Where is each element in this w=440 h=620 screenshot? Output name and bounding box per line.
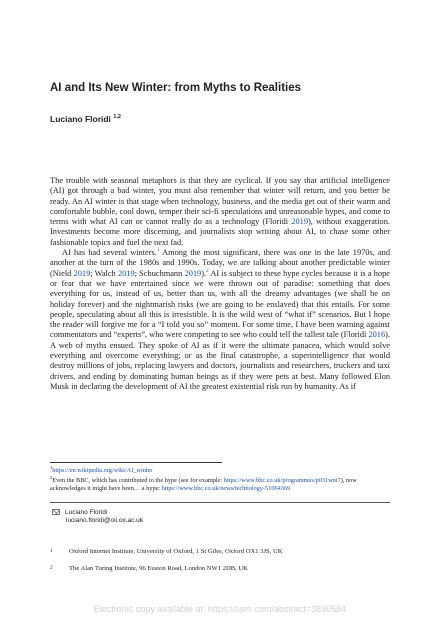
author-affiliation-marks: 1,2	[113, 114, 121, 121]
footnote-ref-2[interactable]: 2	[206, 268, 209, 274]
footnote-link[interactable]: https://www.bbc.co.uk/news/technology-51064369	[161, 485, 291, 493]
contact-name: Luciano Floridi	[65, 509, 108, 516]
affiliation-2: 2 The Alan Turing Institute, 96 Euston Road, London NW1 2DB, UK	[50, 565, 248, 572]
footnotes	[50, 464, 390, 495]
ssrn-watermark: Electronic copy available at: https://ssrn.com/abstract=3830584	[93, 604, 347, 614]
affiliation-1: 1 Oxford Internet Institute, University of Oxford, 1 St Giles, Oxford OX1 3JS, UK	[50, 548, 283, 555]
citation-link[interactable]: 2019	[291, 217, 308, 227]
paragraph-2: AI has had several winters.$^1$ Among the most significant, there was one in the late 1970s, and another at the turn of the 1980s and 1990s. Today, we are talking about another predictable winter (Nield 2019; Walch 2019; Schuchmann 2019).$^2$ AI is subject to these hype cycles because it is a hope or fear that we have entertained since we were thrown out of paradise: something that does everything for us, instead of us, better than us, with all the dreamy advantages (we shall be on holiday forever) and the nightmarish risks (we are going to be enslaved) that this entails. For some people, speculating about all this is irresistible. It is the wild west of “what if” scenarios. But I hope the reader will forgive me for a “I told you so” moment. For some time, I have been warning against commentators and “experts”, who were competing to see who could tell the tallest tale (Floridi 2016). A web of myths ensued. They spoke of AI as if it were the ultimate panacea, which would solve everything and overcome everything; or as the final catastrophe, a superintelligence that would destroy millions of jobs, replacing lawyers and doctors, journalists and researchers, truckers and taxi drivers, and ending by dominating human beings as if they were pets at best. Many followed Elon Musk in declaring the development of AI the greatest existential risk run by humanity. As if	[50, 248, 391, 391]
footnote-divider	[50, 462, 222, 463]
citation-link[interactable]: 2019	[73, 268, 91, 278]
contact-divider	[50, 502, 390, 503]
citation-link[interactable]: 2019	[184, 268, 202, 278]
paragraph-1: The trouble with seasonal metaphors is that they are cyclical. If you say that artificial intelligence (AI) got through a bad winter, you must also remember that winter will return, and you better be ready. An AI winter is that stage when technology, business, and the media get out of their warm and comfortable bubble, cool down, temper their sci-fi speculations and unreasonable hypes, and come to terms with what AI can or cannot really do as a technology (Floridi 2019), without exaggeration. Investments become more discerning, and journalists stop writing about AI, to chase some other fashionable topics and fuel the next fad.	[50, 176, 390, 247]
footnote-link[interactable]: https://en.wikipedia.org/wiki/AI_winter	[52, 467, 153, 474]
paper-title: AI and Its New Winter: from Myths to Realities	[50, 82, 302, 94]
body-text	[50, 176, 390, 392]
author-name: Luciano Floridi	[50, 114, 111, 124]
mail-icon	[52, 509, 60, 515]
contact-email[interactable]: luciano.floridi@oii.ox.ac.uk	[66, 517, 144, 525]
footnote-2: $^2$Even the BBC, which has contributed to the hype (see for example: https://www.bbc.co.uk/programmes/p031wnt7), now acknowledges it might have been… a hype: https://www.bbc.co.uk/news/technology-51064369	[50, 475, 357, 493]
citation-link[interactable]: 2019	[117, 268, 135, 278]
author-line	[50, 114, 121, 124]
contact-block	[52, 509, 143, 526]
footnote-link[interactable]: https://www.bbc.co.uk/programmes/p031wnt7	[223, 477, 341, 485]
footnote-ref-1[interactable]: 1	[156, 248, 160, 254]
citation-link[interactable]: 2016	[368, 330, 386, 340]
footnote-1: $^1$https://en.wikipedia.org/wiki/AI_winter	[50, 464, 153, 474]
